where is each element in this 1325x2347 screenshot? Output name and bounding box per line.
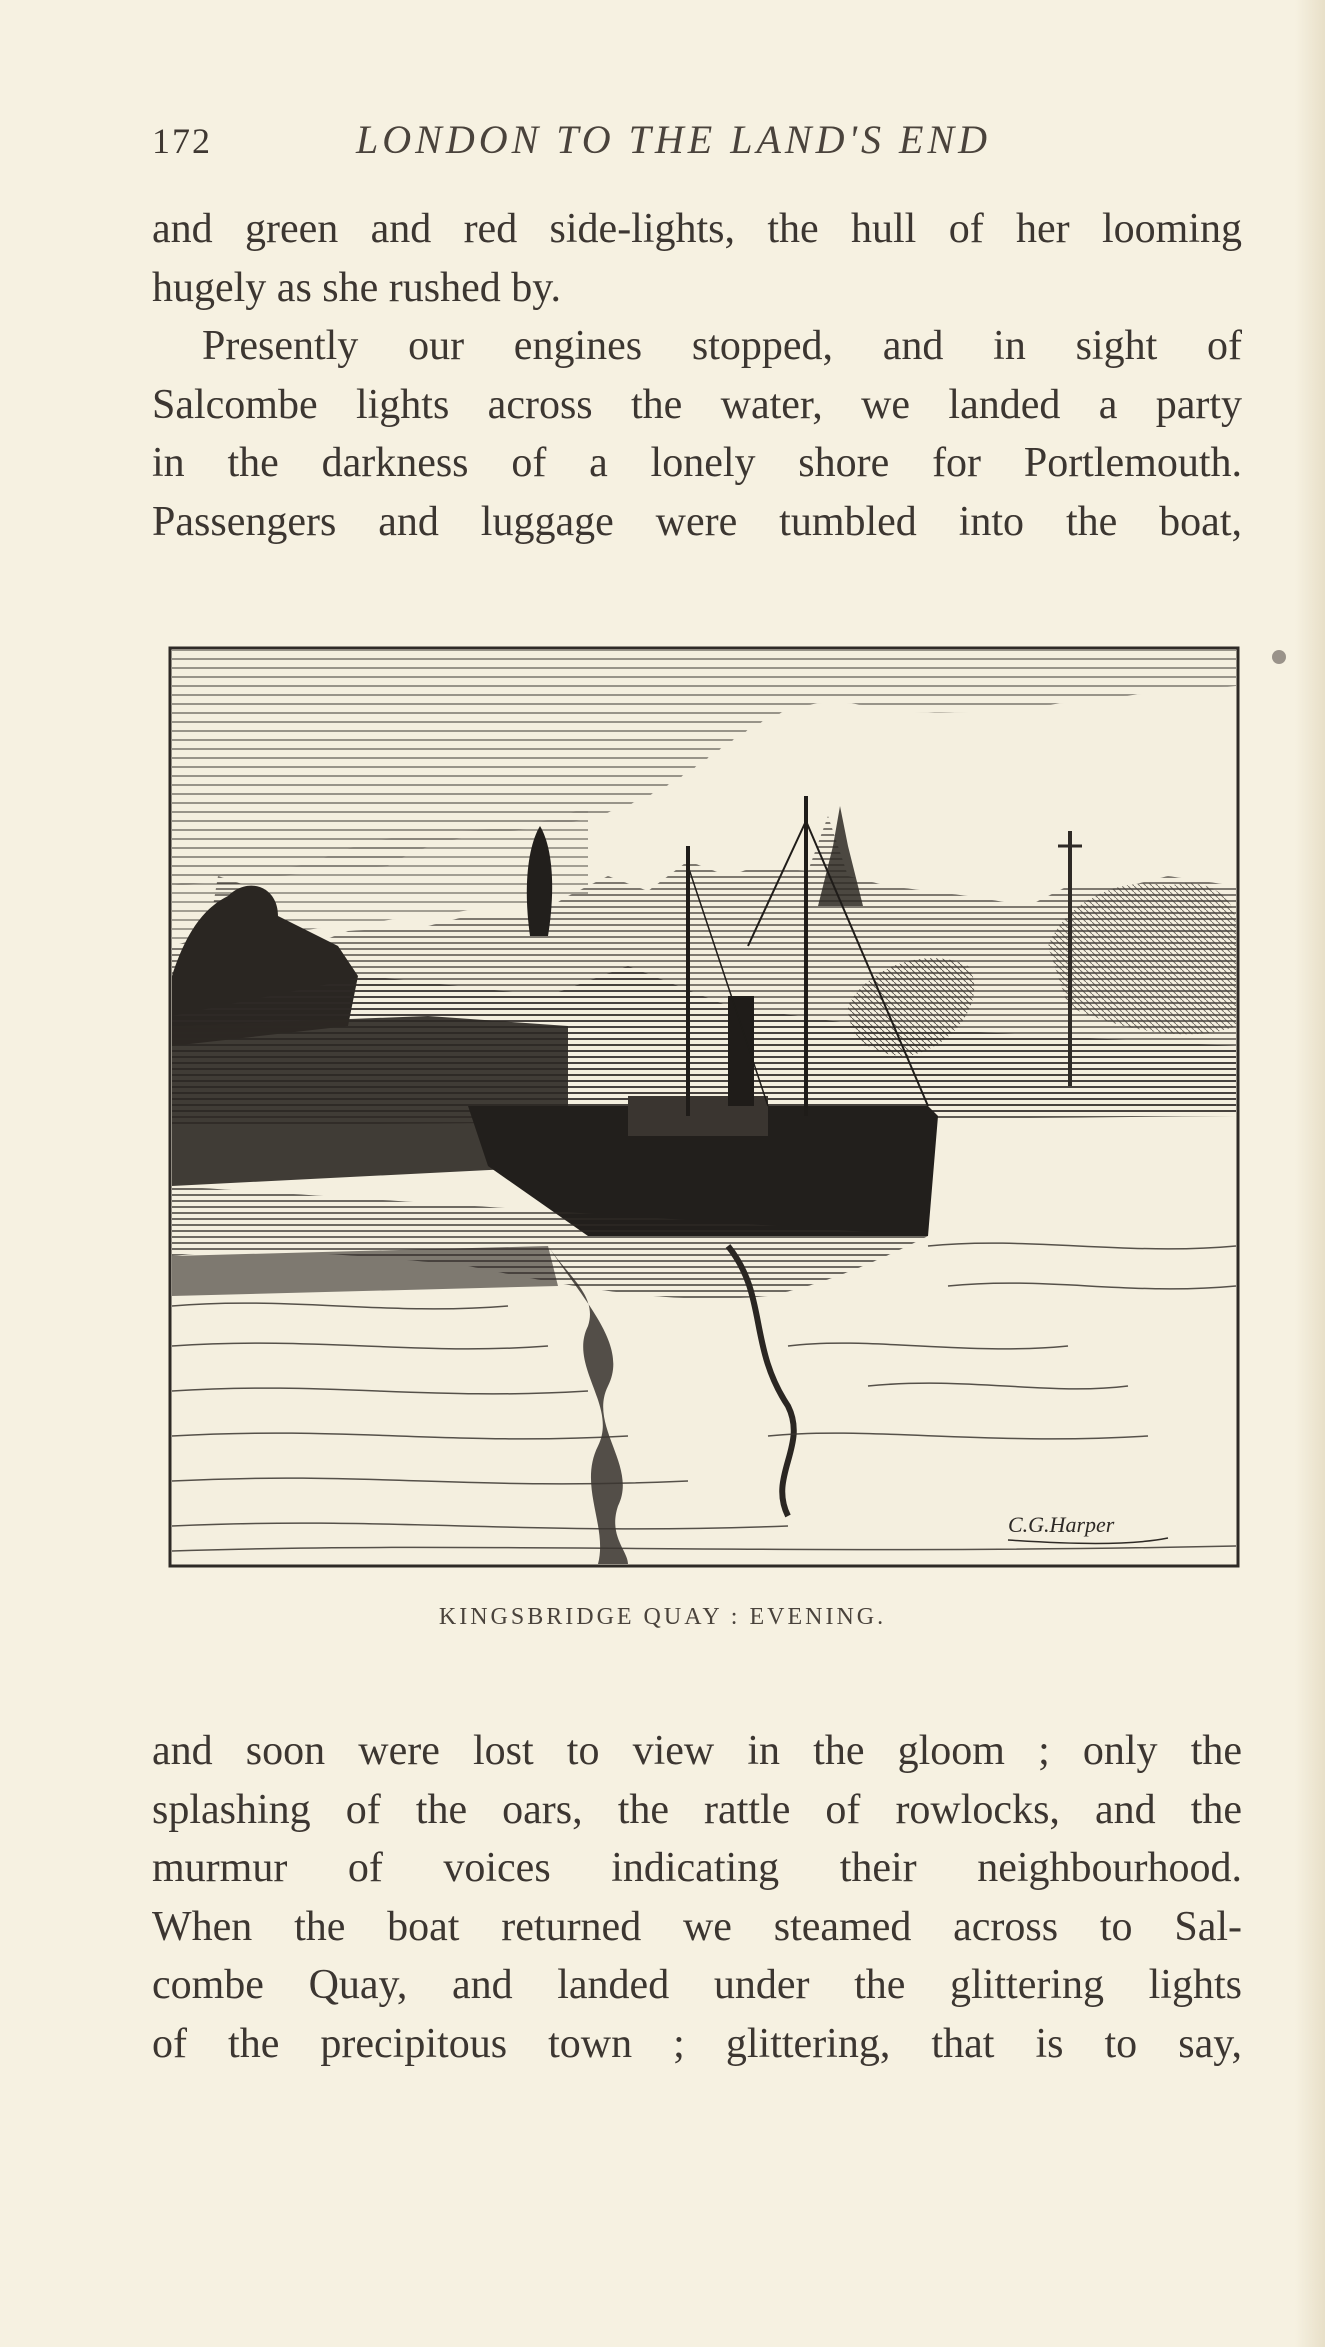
text-line: of the precipitous town ; glittering, that is to say, bbox=[152, 2020, 1242, 2067]
text-line: in the darkness of a lonely shore for Portlemouth. bbox=[152, 440, 1242, 487]
ink-speck bbox=[1272, 650, 1286, 664]
text-line: murmur of voices indicating their neighbourhood. bbox=[152, 1845, 1242, 1892]
text-line: hugely as she rushed by. bbox=[152, 264, 562, 311]
text-line: Salcombe lights across the water, we landed a party bbox=[152, 381, 1242, 428]
text-line: combe Quay, and landed under the glittering lights bbox=[152, 1962, 1242, 2009]
engraving-illustration bbox=[168, 646, 1244, 1570]
text-line: When the boat returned we steamed across to Sal- bbox=[152, 1903, 1242, 1950]
paragraph-bottom bbox=[152, 1722, 1242, 2074]
running-head: LONDON TO THE LAND'S END bbox=[356, 117, 992, 162]
page-edge-shadow bbox=[1295, 0, 1325, 2347]
text-line: Presently our engines stopped, and in sight of bbox=[202, 323, 1242, 370]
harbour-engraving bbox=[168, 646, 1244, 1570]
text-line: splashing of the oars, the rattle of rowlocks, and the bbox=[152, 1786, 1242, 1833]
text-line: and soon were lost to view in the gloom ; only the bbox=[152, 1728, 1242, 1774]
artist-signature: C.G.Harper bbox=[1008, 1512, 1115, 1537]
page-number: 172 bbox=[152, 121, 212, 161]
text-line: Passengers and luggage were tumbled into the boat, bbox=[152, 498, 1242, 545]
paragraph-top bbox=[152, 200, 1242, 552]
text-line: and green and red side-lights, the hull of her looming bbox=[152, 206, 1242, 252]
figure-caption: KINGSBRIDGE QUAY : EVENING. bbox=[438, 1604, 887, 1630]
page-header bbox=[152, 116, 1242, 166]
